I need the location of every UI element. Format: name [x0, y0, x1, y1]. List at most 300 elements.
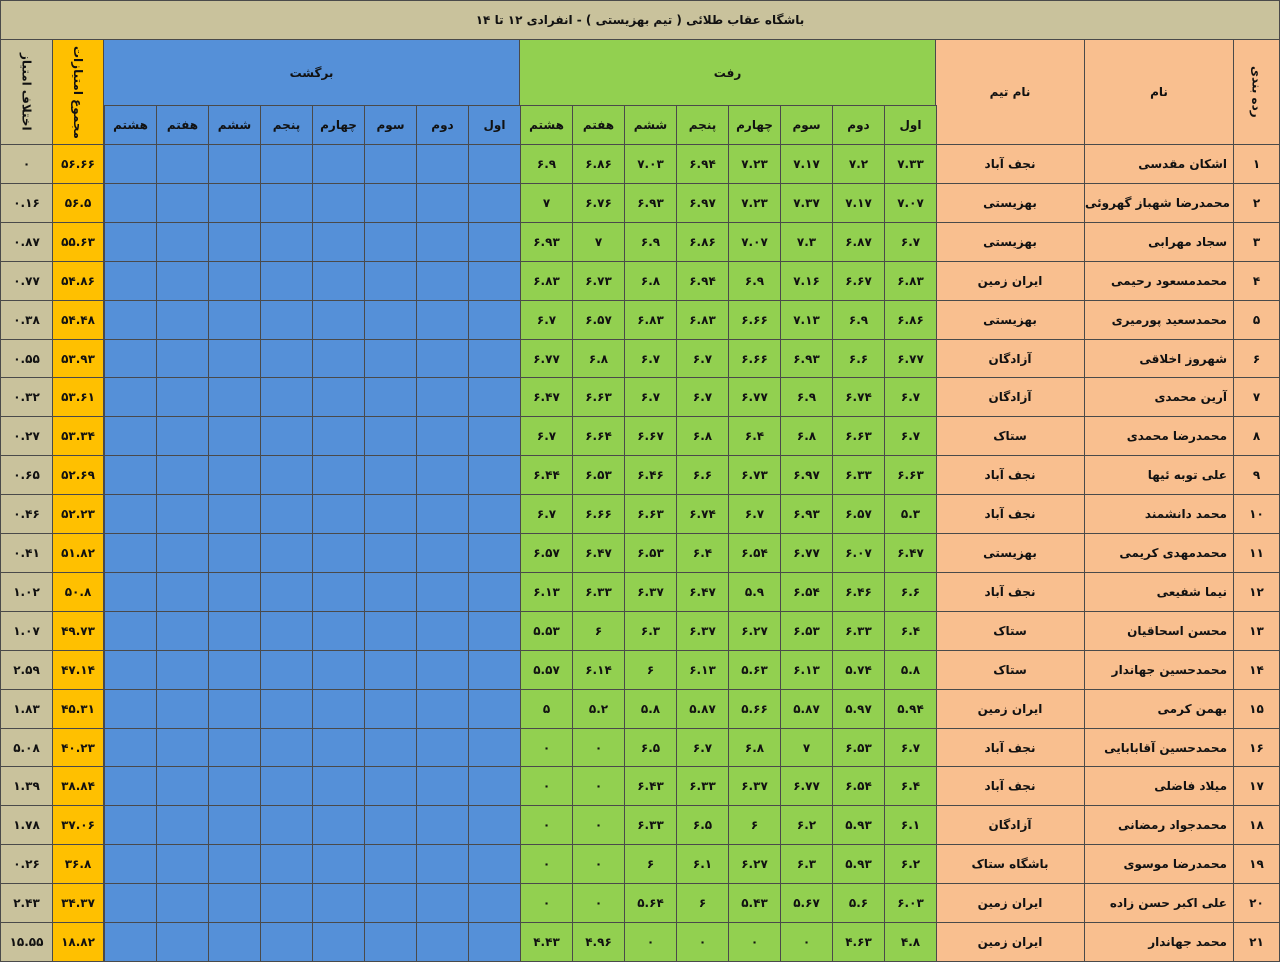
raft-score-cell: ۶.۳۳ [572, 572, 625, 612]
bargasht-score-cell [468, 844, 521, 884]
raft-score-cell: ۶.۸۷ [832, 222, 885, 262]
bargasht-score-cell [364, 689, 417, 729]
raft-score-cell: ۶.۳۳ [832, 611, 885, 651]
bargasht-score-cell [468, 144, 521, 184]
raft-score-cell: ۴.۴۳ [520, 922, 573, 962]
diff-header-label: اختلاف امتیاز [19, 53, 34, 131]
bargasht-score-cell [312, 883, 365, 923]
rank-cell: ۱۲ [1233, 572, 1280, 612]
raft-score-cell: ۵.۶۷ [780, 883, 833, 923]
rank-header [1233, 39, 1280, 145]
bargasht-score-cell [364, 844, 417, 884]
bargasht-score-cell [468, 416, 521, 456]
raft-score-cell: ۶.۷ [884, 377, 937, 417]
total-cell: ۴۰.۲۳ [52, 728, 104, 767]
bargasht-score-cell [208, 533, 261, 573]
diff-header [0, 39, 53, 145]
bargasht-score-cell [156, 611, 209, 651]
team-cell: نجف آباد [935, 728, 1085, 767]
bargasht-score-cell [312, 611, 365, 651]
bargasht-score-cell [364, 222, 417, 262]
bargasht-score-cell [104, 650, 157, 690]
bargasht-score-cell [208, 611, 261, 651]
raft-score-cell: ۵.۸ [624, 689, 677, 729]
name-cell-text: محمدحسین جهاندار [1111, 663, 1227, 677]
total-cell: ۵۲.۲۳ [52, 494, 104, 534]
bargasht-score-cell [208, 883, 261, 923]
bargasht-score-cell [104, 572, 157, 612]
diff-cell: ۰.۳۸ [0, 300, 53, 340]
total-cell: ۳۴.۳۷ [52, 883, 104, 923]
bargasht-score-cell [260, 183, 313, 223]
diff-cell: ۰.۱۶ [0, 183, 53, 223]
raft-round-header: ششم [624, 105, 677, 145]
raft-score-cell: ۶.۹۳ [624, 183, 677, 223]
raft-score-cell: ۷.۱۶ [780, 261, 833, 301]
bargasht-score-cell [104, 922, 157, 962]
raft-score-cell: ۶.۹۴ [676, 261, 729, 301]
team-cell: باشگاه ستاک [935, 844, 1085, 884]
raft-score-cell: ۶.۴ [728, 416, 781, 456]
raft-score-cell: ۶.۶۴ [572, 416, 625, 456]
diff-cell: ۰.۵۵ [0, 339, 53, 378]
team-cell: نجف آباد [935, 494, 1085, 534]
bargasht-score-cell [260, 650, 313, 690]
raft-score-cell: ۷.۳۳ [884, 144, 937, 184]
rank-cell: ۱۵ [1233, 689, 1280, 729]
name-cell-text: آرین محمدی [1154, 390, 1227, 404]
raft-score-cell: ۶.۵۳ [780, 611, 833, 651]
bargasht-score-cell [260, 728, 313, 767]
raft-score-cell: ۷.۱۷ [780, 144, 833, 184]
bargasht-score-cell [104, 689, 157, 729]
name-cell-text: محمدجواد رمضانی [1118, 818, 1227, 832]
raft-score-cell: ۰ [780, 922, 833, 962]
team-cell: بهزیستی [935, 300, 1085, 340]
team-cell: بهزیستی [935, 222, 1085, 262]
team-cell: نجف آباد [935, 144, 1085, 184]
raft-score-cell: ۶.۲ [884, 844, 937, 884]
bargasht-score-cell [468, 494, 521, 534]
bargasht-score-cell [416, 650, 469, 690]
team-cell: آزادگان [935, 377, 1085, 417]
bargasht-score-cell [260, 416, 313, 456]
raft-score-cell: ۶.۵۴ [832, 766, 885, 806]
bargasht-score-cell [156, 805, 209, 845]
total-cell: ۵۰.۸ [52, 572, 104, 612]
raft-score-cell: ۷.۱۷ [832, 183, 885, 223]
bargasht-score-cell [416, 689, 469, 729]
raft-score-cell: ۶.۹۳ [780, 494, 833, 534]
raft-score-cell: ۶.۵۷ [572, 300, 625, 340]
raft-score-cell: ۶.۷ [676, 377, 729, 417]
bargasht-score-cell [312, 377, 365, 417]
bargasht-score-cell [260, 533, 313, 573]
raft-score-cell: ۶.۱۴ [572, 650, 625, 690]
name-cell [1084, 922, 1234, 962]
bargasht-score-cell [260, 922, 313, 962]
bargasht-score-cell [260, 455, 313, 495]
rank-cell: ۱۹ [1233, 844, 1280, 884]
raft-score-cell: ۶.۷۷ [728, 377, 781, 417]
bargasht-score-cell [156, 261, 209, 301]
raft-score-cell: ۶.۳۷ [624, 572, 677, 612]
bargasht-score-cell [468, 922, 521, 962]
bargasht-score-cell [312, 572, 365, 612]
team-cell: ایران زمین [935, 689, 1085, 729]
bargasht-score-cell [260, 144, 313, 184]
bargasht-score-cell [416, 728, 469, 767]
raft-score-cell: ۷.۲۳ [728, 183, 781, 223]
raft-score-cell: ۶.۴۴ [520, 455, 573, 495]
raft-score-cell: ۶.۵۷ [832, 494, 885, 534]
bargasht-score-cell [208, 339, 261, 378]
bargasht-score-cell [260, 883, 313, 923]
bargasht-score-cell [364, 144, 417, 184]
bargasht-score-cell [208, 455, 261, 495]
raft-score-cell: ۶.۸۳ [520, 261, 573, 301]
raft-score-cell: ۵.۸۷ [676, 689, 729, 729]
name-cell-text: محمدسعید پورمیری [1111, 313, 1227, 327]
name-cell-text: محمدرضا محمدی [1126, 429, 1227, 443]
raft-score-cell: ۶.۹۳ [520, 222, 573, 262]
team-cell: ستاک [935, 650, 1085, 690]
raft-score-cell: ۶.۴۷ [520, 377, 573, 417]
raft-score-cell: ۶.۹۳ [780, 339, 833, 378]
raft-score-cell: ۶.۵ [624, 728, 677, 767]
raft-score-cell: ۷.۱۳ [780, 300, 833, 340]
bargasht-score-cell [260, 689, 313, 729]
raft-score-cell: ۶.۷۳ [572, 261, 625, 301]
total-cell: ۵۱.۸۲ [52, 533, 104, 573]
bargasht-score-cell [208, 844, 261, 884]
raft-score-cell: ۶.۱۳ [520, 572, 573, 612]
bargasht-score-cell [416, 261, 469, 301]
raft-score-cell: ۶.۶۶ [728, 300, 781, 340]
total-cell: ۵۵.۶۳ [52, 222, 104, 262]
bargasht-score-cell [208, 416, 261, 456]
rank-cell: ۱۰ [1233, 494, 1280, 534]
raft-score-cell: ۶.۶۳ [832, 416, 885, 456]
diff-cell: ۰.۲۶ [0, 844, 53, 884]
bargasht-score-cell [364, 766, 417, 806]
raft-score-cell: ۶.۷۳ [728, 455, 781, 495]
raft-score-cell: ۷ [520, 183, 573, 223]
bargasht-score-cell [312, 300, 365, 340]
raft-score-cell: ۰ [572, 844, 625, 884]
bargasht-score-cell [104, 494, 157, 534]
raft-score-cell: ۶.۵۳ [572, 455, 625, 495]
raft-score-cell: ۵.۶۴ [624, 883, 677, 923]
raft-score-cell: ۵.۳ [884, 494, 937, 534]
total-cell: ۵۴.۸۶ [52, 261, 104, 301]
team-cell: ایران زمین [935, 261, 1085, 301]
rank-cell: ۴ [1233, 261, 1280, 301]
raft-score-cell: ۶.۶۶ [728, 339, 781, 378]
bargasht-score-cell [416, 533, 469, 573]
raft-score-cell: ۶.۹۴ [676, 144, 729, 184]
bargasht-score-cell [260, 222, 313, 262]
total-header [52, 39, 104, 145]
bargasht-score-cell [468, 533, 521, 573]
bargasht-score-cell [468, 611, 521, 651]
raft-score-cell: ۶.۵۳ [832, 728, 885, 767]
diff-cell: ۰.۷۷ [0, 261, 53, 301]
bargasht-score-cell [156, 883, 209, 923]
bargasht-score-cell [416, 766, 469, 806]
bargasht-score-cell [468, 766, 521, 806]
raft-score-cell: ۶.۴ [676, 533, 729, 573]
raft-score-cell: ۶.۷ [520, 416, 573, 456]
bargasht-score-cell [468, 300, 521, 340]
team-header: نام تیم [935, 39, 1085, 145]
bargasht-score-cell [364, 183, 417, 223]
bargasht-score-cell [416, 883, 469, 923]
raft-score-cell: ۶.۶۳ [884, 455, 937, 495]
bargasht-score-cell [364, 728, 417, 767]
bargasht-score-cell [468, 455, 521, 495]
raft-score-cell: ۶.۴ [884, 766, 937, 806]
bargasht-score-cell [156, 377, 209, 417]
total-cell: ۴۵.۳۱ [52, 689, 104, 729]
raft-score-cell: ۵.۷۴ [832, 650, 885, 690]
total-cell: ۴۹.۷۳ [52, 611, 104, 651]
bargasht-score-cell [208, 689, 261, 729]
bargasht-score-cell [208, 766, 261, 806]
raft-score-cell: ۶.۹۷ [780, 455, 833, 495]
diff-cell: ۲.۵۹ [0, 650, 53, 690]
raft-score-cell: ۵.۴۳ [728, 883, 781, 923]
raft-score-cell: ۵.۹۴ [884, 689, 937, 729]
bargasht-score-cell [104, 377, 157, 417]
bargasht-score-cell [156, 572, 209, 612]
rank-cell: ۹ [1233, 455, 1280, 495]
bargasht-score-cell [468, 728, 521, 767]
raft-score-cell: ۵.۸۷ [780, 689, 833, 729]
diff-cell: ۰.۲۷ [0, 416, 53, 456]
raft-score-cell: ۶.۹ [520, 144, 573, 184]
total-cell: ۵۴.۴۸ [52, 300, 104, 340]
bargasht-score-cell [208, 494, 261, 534]
bargasht-score-cell [416, 455, 469, 495]
raft-score-cell: ۶.۷۴ [832, 377, 885, 417]
raft-score-cell: ۷.۲۳ [728, 144, 781, 184]
name-cell-text: محمد دانشمند [1144, 507, 1227, 521]
name-cell [1084, 883, 1234, 923]
name-cell-text: میلاد فاضلی [1154, 779, 1227, 793]
raft-score-cell: ۶.۷ [884, 416, 937, 456]
bargasht-score-cell [312, 689, 365, 729]
bargasht-score-cell [416, 144, 469, 184]
raft-score-cell: ۷.۳ [780, 222, 833, 262]
name-cell-text: محمدرضا موسوی [1123, 857, 1227, 871]
raft-score-cell: ۶.۹۷ [676, 183, 729, 223]
name-cell-text: محمدحسین آقابابایی [1104, 740, 1227, 755]
raft-score-cell: ۵.۲ [572, 689, 625, 729]
bargasht-score-cell [312, 144, 365, 184]
raft-score-cell: ۶.۸۶ [884, 300, 937, 340]
raft-round-header: چهارم [728, 105, 781, 145]
rank-header-label: رده بندی [1249, 66, 1264, 118]
bargasht-score-cell [364, 455, 417, 495]
name-cell-text: بهمن کرمی [1157, 702, 1227, 716]
bargasht-score-cell [104, 144, 157, 184]
bargasht-score-cell [104, 416, 157, 456]
bargasht-score-cell [260, 844, 313, 884]
rank-cell: ۱۴ [1233, 650, 1280, 690]
name-cell [1084, 261, 1234, 301]
raft-round-header: هفتم [572, 105, 625, 145]
raft-score-cell: ۶.۳۳ [676, 766, 729, 806]
raft-score-cell: ۷.۰۷ [884, 183, 937, 223]
bargasht-score-cell [156, 416, 209, 456]
raft-round-header: دوم [832, 105, 885, 145]
raft-score-cell: ۶.۴۶ [832, 572, 885, 612]
bargasht-round-header: سوم [364, 105, 417, 145]
bargasht-score-cell [156, 144, 209, 184]
raft-score-cell: ۶.۴۶ [624, 455, 677, 495]
raft-score-cell: ۶ [728, 805, 781, 845]
raft-score-cell: ۶.۶۳ [572, 377, 625, 417]
raft-score-cell: ۶.۲ [780, 805, 833, 845]
bargasht-score-cell [260, 300, 313, 340]
bargasht-score-cell [312, 183, 365, 223]
name-cell [1084, 494, 1234, 534]
raft-score-cell: ۶.۹ [832, 300, 885, 340]
raft-score-cell: ۵.۶۳ [728, 650, 781, 690]
total-cell: ۵۶.۵ [52, 183, 104, 223]
raft-score-cell: ۷.۲ [832, 144, 885, 184]
raft-round-header: اول [884, 105, 937, 145]
diff-cell: ۱۵.۵۵ [0, 922, 53, 962]
total-cell: ۵۳.۹۳ [52, 339, 104, 378]
bargasht-score-cell [208, 183, 261, 223]
total-cell: ۳۷.۰۶ [52, 805, 104, 845]
raft-score-cell: ۶.۷۶ [572, 183, 625, 223]
diff-cell: ۰.۴۱ [0, 533, 53, 573]
bargasht-score-cell [364, 416, 417, 456]
raft-score-cell: ۶.۸۳ [624, 300, 677, 340]
name-cell-text: محسن اسحاقیان [1127, 624, 1227, 638]
raft-score-cell: ۰ [624, 922, 677, 962]
bargasht-score-cell [260, 805, 313, 845]
bargasht-score-cell [312, 261, 365, 301]
raft-score-cell: ۰ [520, 883, 573, 923]
rank-cell: ۷ [1233, 377, 1280, 417]
raft-score-cell: ۶.۳۷ [676, 611, 729, 651]
total-cell: ۴۷.۱۴ [52, 650, 104, 690]
raft-score-cell: ۶.۷۷ [780, 533, 833, 573]
name-cell-text: محمد جهاندار [1148, 935, 1227, 949]
raft-score-cell: ۶.۴۳ [624, 766, 677, 806]
rank-cell: ۱۳ [1233, 611, 1280, 651]
name-cell [1084, 805, 1234, 845]
bargasht-round-header: هفتم [156, 105, 209, 145]
bargasht-score-cell [416, 183, 469, 223]
raft-round-header: سوم [780, 105, 833, 145]
raft-score-cell: ۶ [572, 611, 625, 651]
name-cell-text: اشکان مقدسی [1138, 157, 1227, 171]
bargasht-score-cell [468, 883, 521, 923]
raft-score-cell: ۶.۸۳ [884, 261, 937, 301]
name-cell-text: شهروز اخلاقی [1139, 351, 1227, 366]
raft-score-cell: ۶.۴ [884, 611, 937, 651]
bargasht-score-cell [208, 650, 261, 690]
bargasht-score-cell [208, 222, 261, 262]
name-cell [1084, 844, 1234, 884]
rank-cell: ۵ [1233, 300, 1280, 340]
bargasht-score-cell [364, 805, 417, 845]
bargasht-score-cell [104, 883, 157, 923]
raft-score-cell: ۵.۵۷ [520, 650, 573, 690]
name-cell [1084, 689, 1234, 729]
raft-score-cell: ۶.۸ [676, 416, 729, 456]
raft-score-cell: ۷.۰۳ [624, 144, 677, 184]
bargasht-score-cell [104, 183, 157, 223]
raft-score-cell: ۶.۷۷ [884, 339, 937, 378]
name-cell-text: محمدمسعود رحیمی [1111, 274, 1227, 288]
raft-score-cell: ۶.۷ [520, 300, 573, 340]
bargasht-score-cell [312, 805, 365, 845]
bargasht-score-cell [156, 844, 209, 884]
raft-score-cell: ۶.۳ [780, 844, 833, 884]
bargasht-score-cell [416, 844, 469, 884]
team-cell: نجف آباد [935, 455, 1085, 495]
raft-score-cell: ۶.۸۶ [676, 222, 729, 262]
bargasht-score-cell [364, 494, 417, 534]
raft-header: رفت [519, 39, 936, 106]
bargasht-score-cell [468, 650, 521, 690]
bargasht-score-cell [416, 377, 469, 417]
bargasht-score-cell [468, 377, 521, 417]
raft-score-cell: ۷.۳۷ [780, 183, 833, 223]
diff-cell: ۵.۰۸ [0, 728, 53, 767]
name-cell [1084, 377, 1234, 417]
team-cell: ستاک [935, 416, 1085, 456]
bargasht-score-cell [104, 300, 157, 340]
bargasht-score-cell [312, 766, 365, 806]
bargasht-score-cell [208, 922, 261, 962]
raft-score-cell: ۶.۸۶ [572, 144, 625, 184]
team-cell: ایران زمین [935, 922, 1085, 962]
raft-score-cell: ۰ [676, 922, 729, 962]
bargasht-score-cell [260, 766, 313, 806]
bargasht-round-header: چهارم [312, 105, 365, 145]
raft-score-cell: ۶.۹ [624, 222, 677, 262]
name-cell [1084, 416, 1234, 456]
raft-score-cell: ۶.۷۴ [676, 494, 729, 534]
raft-score-cell: ۶.۶۶ [572, 494, 625, 534]
raft-score-cell: ۰ [572, 883, 625, 923]
bargasht-round-header: هشتم [104, 105, 157, 145]
name-cell-text: محمدرضا شهباز گهروئی [1085, 196, 1230, 210]
raft-score-cell: ۵.۸ [884, 650, 937, 690]
team-cell: ستاک [935, 611, 1085, 651]
raft-score-cell: ۶.۴۷ [572, 533, 625, 573]
bargasht-score-cell [260, 261, 313, 301]
raft-score-cell: ۶.۰۳ [884, 883, 937, 923]
name-cell [1084, 572, 1234, 612]
bargasht-score-cell [416, 922, 469, 962]
name-cell [1084, 728, 1234, 767]
raft-score-cell: ۵.۶ [832, 883, 885, 923]
bargasht-score-cell [208, 572, 261, 612]
team-cell: بهزیستی [935, 533, 1085, 573]
raft-score-cell: ۰ [520, 844, 573, 884]
raft-score-cell: ۶.۶ [884, 572, 937, 612]
diff-cell: ۱.۸۳ [0, 689, 53, 729]
bargasht-score-cell [104, 611, 157, 651]
